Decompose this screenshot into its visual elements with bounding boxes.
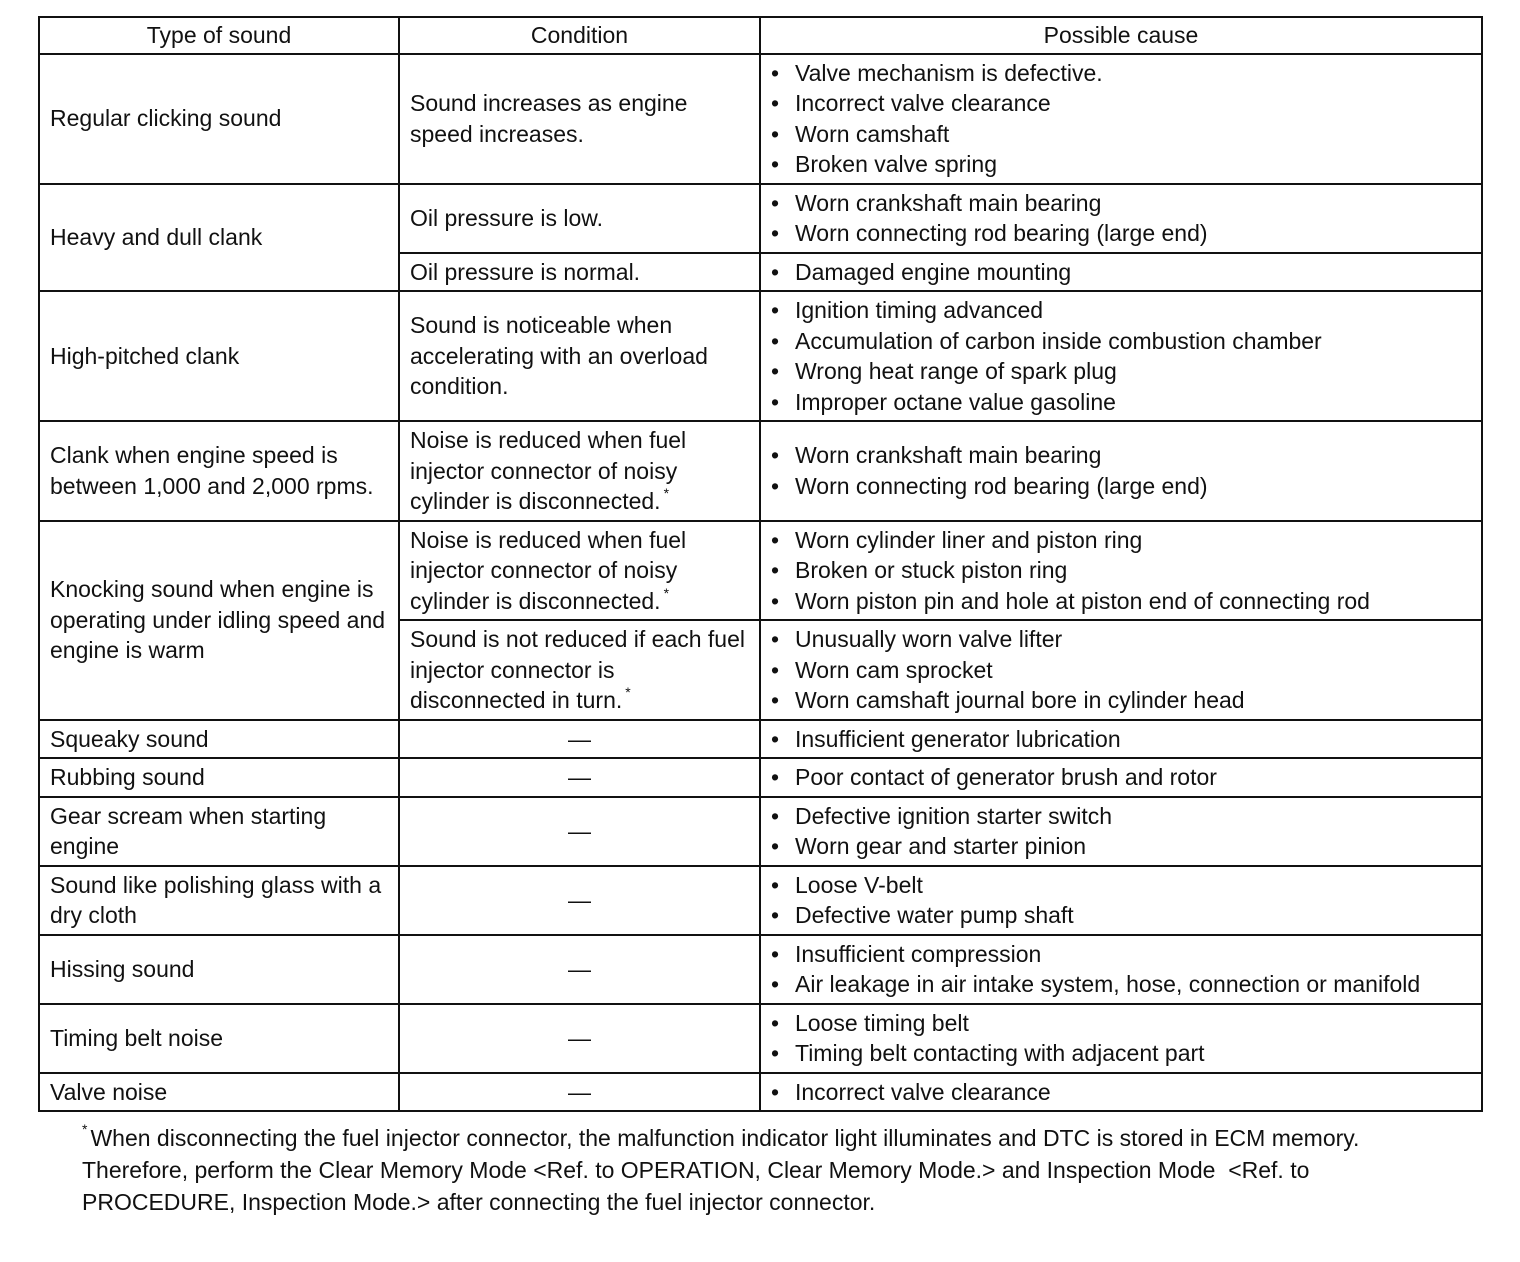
- cause-list: [771, 939, 1471, 1000]
- cell-possible-cause: [760, 1004, 1482, 1073]
- engine-noise-table: [38, 16, 1483, 1112]
- cell-possible-cause: [760, 720, 1482, 759]
- cause-list: [771, 762, 1471, 793]
- footnote: [82, 1122, 1492, 1218]
- cause-list: [771, 870, 1471, 931]
- cell-condition: [399, 797, 760, 866]
- condition-text: —: [568, 1024, 591, 1051]
- cell-condition: [399, 866, 760, 935]
- cell-condition: [399, 521, 760, 621]
- cell-type-of-sound: Rubbing sound: [39, 758, 399, 797]
- cause-list-item: • Worn gear and starter pinion: [771, 831, 1471, 862]
- condition-text: Noise is reduced when fuel injector connector of noisy cylinder is disconnected.: [410, 526, 687, 614]
- cause-list: [771, 188, 1471, 249]
- cell-possible-cause: [760, 253, 1482, 292]
- table-row: [39, 797, 1482, 866]
- cause-list: [771, 257, 1471, 288]
- cell-type-of-sound: Knocking sound when engine is operating under idling speed and engine is warm: [39, 521, 399, 720]
- cause-list: [771, 801, 1471, 862]
- cell-possible-cause: [760, 620, 1482, 720]
- cause-list-item: • Ignition timing advanced: [771, 295, 1471, 326]
- cell-type-of-sound: Valve noise: [39, 1073, 399, 1112]
- cause-list-item: • Wrong heat range of spark plug: [771, 356, 1471, 387]
- cell-possible-cause: [760, 54, 1482, 184]
- cause-list-item: • Worn crankshaft main bearing: [771, 440, 1471, 471]
- cell-possible-cause: [760, 184, 1482, 253]
- footnote-reference: *: [625, 684, 631, 700]
- cell-possible-cause: [760, 521, 1482, 621]
- condition-text: Oil pressure is normal.: [410, 258, 641, 285]
- cell-type-of-sound: Timing belt noise: [39, 1004, 399, 1073]
- cause-list: [771, 525, 1471, 617]
- cause-list-item: • Damaged engine mounting: [771, 257, 1471, 288]
- cell-possible-cause: [760, 1073, 1482, 1112]
- condition-text: —: [568, 764, 591, 790]
- table-row: [39, 758, 1482, 797]
- condition-text: Sound is not reduced if each fuel injector connector is disconnected in turn.: [410, 626, 746, 713]
- table-row: [39, 1073, 1482, 1112]
- footnote-mark: *: [82, 1121, 88, 1137]
- condition-text: —: [568, 817, 591, 844]
- cell-type-of-sound: Hissing sound: [39, 935, 399, 1004]
- cell-possible-cause: [760, 866, 1482, 935]
- cell-type-of-sound: Heavy and dull clank: [39, 184, 399, 292]
- condition-text: —: [568, 955, 591, 982]
- cell-type-of-sound: Regular clicking sound: [39, 54, 399, 184]
- cause-list-item: • Accumulation of carbon inside combustion chamber: [771, 326, 1471, 357]
- cause-list: [771, 58, 1471, 180]
- cell-condition: [399, 935, 760, 1004]
- cell-possible-cause: [760, 291, 1482, 421]
- cell-possible-cause: [760, 797, 1482, 866]
- cause-list: [771, 1077, 1471, 1108]
- cause-list: [771, 624, 1471, 716]
- cause-list-item: • Worn cylinder liner and piston ring: [771, 525, 1471, 556]
- cell-possible-cause: [760, 421, 1482, 521]
- cause-list-item: • Poor contact of generator brush and rotor: [771, 762, 1471, 793]
- cause-list: [771, 440, 1471, 501]
- table-row: [39, 54, 1482, 184]
- cell-condition: [399, 720, 760, 759]
- cell-condition: [399, 291, 760, 421]
- footnote-line-2: Therefore, perform the Clear Memory Mode <Ref. to OPERATION, Clear Memory Mode.> and Inspection Mode <Ref. to: [82, 1157, 1310, 1183]
- cause-list: [771, 295, 1471, 417]
- cause-list-item: • Insufficient compression: [771, 939, 1471, 970]
- condition-text: Sound is noticeable when accelerating with an overload condition.: [410, 312, 708, 400]
- footnote-reference: *: [663, 584, 670, 601]
- table-row: [39, 291, 1482, 421]
- cause-list-item: • Loose V-belt: [771, 870, 1471, 901]
- cause-list-item: • Worn camshaft: [771, 119, 1471, 150]
- cause-list-item: • Worn connecting rod bearing (large end): [771, 471, 1471, 502]
- cell-type-of-sound: Squeaky sound: [39, 720, 399, 759]
- cell-condition: [399, 758, 760, 797]
- table-row: [39, 866, 1482, 935]
- condition-text: —: [568, 1078, 591, 1105]
- footnote-line-3: PROCEDURE, Inspection Mode.> after connecting the fuel injector connector.: [82, 1189, 876, 1215]
- cause-list-item: • Loose timing belt: [771, 1008, 1471, 1039]
- cause-list-item: • Broken or stuck piston ring: [771, 555, 1471, 586]
- cause-list-item: • Defective ignition starter switch: [771, 801, 1471, 832]
- header-type-of-sound: Type of sound: [39, 17, 399, 54]
- cause-list-item: • Incorrect valve clearance: [771, 1077, 1471, 1108]
- cause-list-item: • Incorrect valve clearance: [771, 88, 1471, 119]
- table-header-row: [39, 17, 1482, 54]
- cause-list-item: • Worn camshaft journal bore in cylinder head: [771, 685, 1471, 716]
- table-body: [39, 54, 1482, 1112]
- cause-list-item: • Improper octane value gasoline: [771, 387, 1471, 418]
- cell-condition: [399, 54, 760, 184]
- condition-text: —: [568, 886, 591, 913]
- cause-list-item: • Unusually worn valve lifter: [771, 624, 1471, 655]
- footnote-line-1: [82, 1122, 1492, 1154]
- cause-list: [771, 1008, 1471, 1069]
- cell-condition: [399, 184, 760, 253]
- table-row: [39, 421, 1482, 521]
- cause-list-item: • Broken valve spring: [771, 149, 1471, 180]
- cell-condition: [399, 620, 760, 720]
- cause-list-item: • Air leakage in air intake system, hose, connection or manifold: [771, 969, 1471, 1000]
- cause-list-item: • Insufficient generator lubrication: [771, 724, 1471, 755]
- header-possible-cause: Possible cause: [760, 17, 1482, 54]
- condition-text: Noise is reduced when fuel injector connector of noisy cylinder is disconnected.: [410, 427, 687, 514]
- header-condition: Condition: [399, 17, 760, 54]
- table-row: [39, 1004, 1482, 1073]
- cell-possible-cause: [760, 758, 1482, 797]
- cell-type-of-sound: High-pitched clank: [39, 291, 399, 421]
- cell-condition: [399, 253, 760, 292]
- cause-list: [771, 724, 1471, 755]
- cell-possible-cause: [760, 935, 1482, 1004]
- cell-type-of-sound: Clank when engine speed is between 1,000 and 2,000 rpms.: [39, 421, 399, 521]
- table-row: [39, 720, 1482, 759]
- cell-condition: [399, 1073, 760, 1112]
- table-row: [39, 521, 1482, 621]
- cell-condition: [399, 421, 760, 521]
- cell-condition: [399, 1004, 760, 1073]
- condition-text: Sound increases as engine speed increases.: [410, 90, 688, 147]
- engine-noise-document: [38, 16, 1481, 1112]
- cause-list-item: • Worn crankshaft main bearing: [771, 188, 1471, 219]
- cause-list-item: • Worn connecting rod bearing (large end): [771, 218, 1471, 249]
- table-row: [39, 935, 1482, 1004]
- condition-text: Oil pressure is low.: [410, 204, 604, 231]
- cause-list-item: • Defective water pump shaft: [771, 900, 1471, 931]
- cause-list-item: • Timing belt contacting with adjacent part: [771, 1038, 1471, 1069]
- cell-type-of-sound: Gear scream when starting engine: [39, 797, 399, 866]
- footnote-reference: *: [663, 485, 670, 501]
- cell-type-of-sound: Sound like polishing glass with a dry cloth: [39, 866, 399, 935]
- table-row: [39, 184, 1482, 253]
- cause-list-item: • Valve mechanism is defective.: [771, 58, 1471, 89]
- condition-text: —: [568, 725, 591, 752]
- cause-list-item: • Worn cam sprocket: [771, 655, 1471, 686]
- cause-list-item: • Worn piston pin and hole at piston end of connecting rod: [771, 586, 1471, 617]
- footnote-text-1: When disconnecting the fuel injector connector, the malfunction indicator light illuminates and DTC is stored in ECM memory.: [90, 1125, 1360, 1151]
